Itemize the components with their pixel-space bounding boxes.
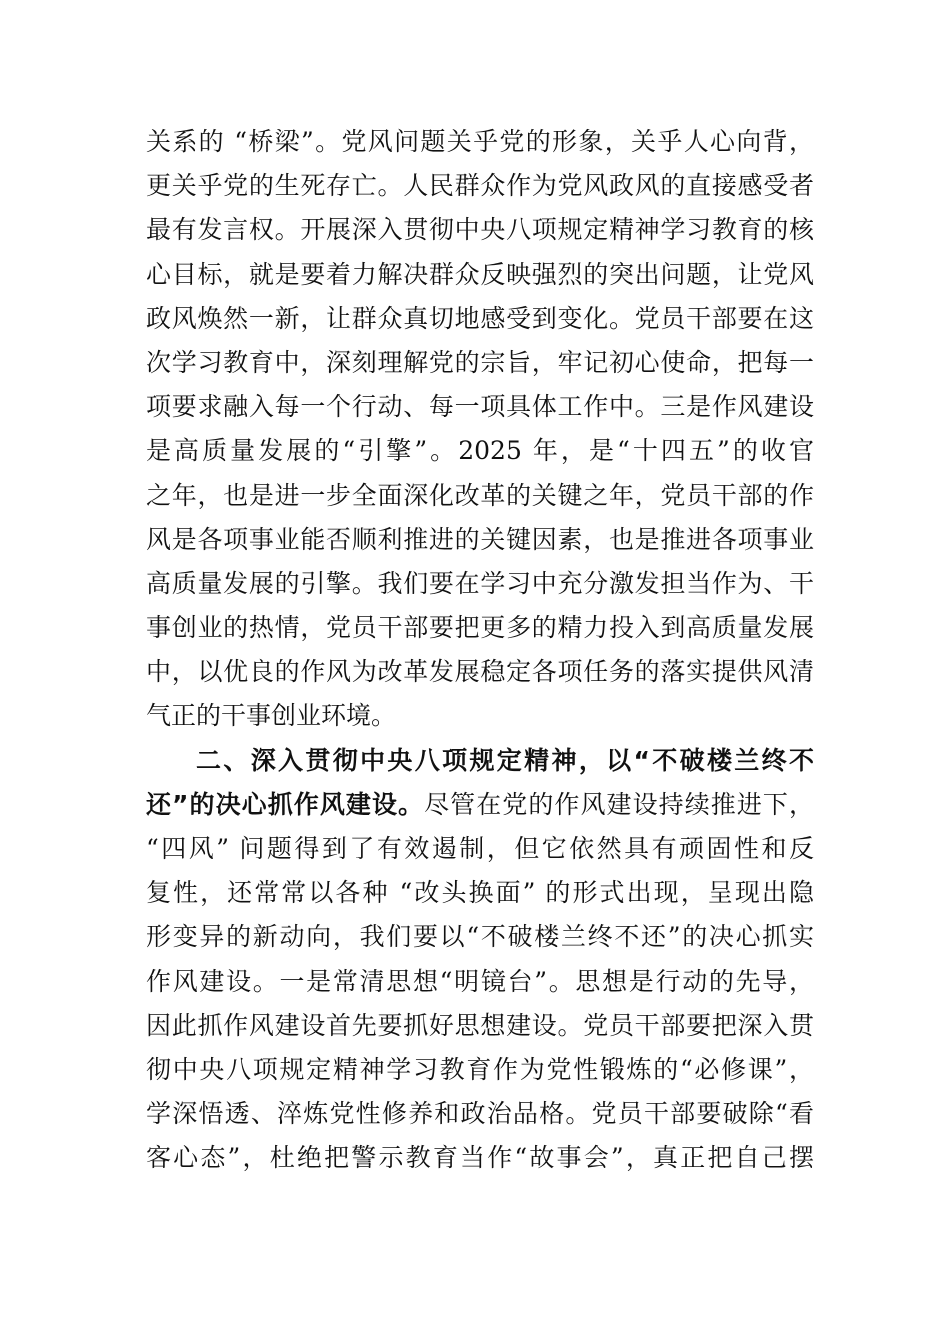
text-line: 之年，也是进一步全面深化改革的关键之年，党员干部的作 [146, 480, 814, 510]
text-line: 政风焕然一新，让群众真切地感受到变化。党员干部要在这 [146, 303, 814, 333]
text-line [146, 783, 814, 827]
text-line: 复性，还常常以各种 “改头换面” 的形式出现，呈现出隐 [146, 878, 814, 908]
text-line: 中，以优良的作风为改革发展稳定各项任务的落实提供风清 [146, 657, 814, 687]
text-line: 客心态”，杜绝把警示教育当作“故事会”，真正把自己摆 [146, 1143, 814, 1173]
text-line: 事创业的热情，党员干部要把更多的精力投入到高质量发展 [146, 613, 814, 643]
text-line: 次学习教育中，深刻理解党的宗旨，牢记初心使命，把每一 [146, 347, 814, 377]
text-line: 风是各项事业能否顺利推进的关键因素，也是推进各项事业 [146, 524, 814, 554]
text-segment: 尽管在党的作风建设持续推进下， [424, 789, 814, 819]
text-line: 彻中央八项规定精神学习教育作为党性锻炼的“必修课”， [146, 1054, 814, 1084]
section-two-paragraph [146, 739, 814, 1181]
document-body [146, 120, 814, 1181]
text-line: “四风” 问题得到了有效遏制，但它依然具有顽固性和反 [146, 834, 814, 863]
section-heading-continued: 还”的决心抓作风建设。 [146, 789, 425, 819]
text-line: 心目标，就是要着力解决群众反映强烈的突出问题，让党风 [146, 259, 814, 289]
section-heading: 二、深入贯彻中央八项规定精神，以“不破楼兰终不 [196, 745, 814, 775]
text-line: 因此抓作风建设首先要抓好思想建设。党员干部要把深入贯 [146, 1010, 814, 1040]
paragraph [146, 120, 814, 739]
text-line: 气正的干事创业环境。 [146, 701, 397, 731]
text-line: 更关乎党的生死存亡。人民群众作为党风政风的直接感受者 [146, 171, 814, 201]
text-line: 是高质量发展的“引擎”。2025 年，是“十四五”的收官 [146, 436, 814, 466]
text-line: 高质量发展的引擎。我们要在学习中充分激发担当作为、干 [146, 568, 814, 598]
text-line: 形变异的新动向，我们要以“不破楼兰终不还”的决心抓实 [146, 922, 814, 952]
text-line: 最有发言权。开展深入贯彻中央八项规定精神学习教育的核 [146, 215, 814, 245]
text-line: 关系的 “桥梁”。党风问题关乎党的形象，关乎人心向背， [146, 127, 814, 156]
text-line: 学深悟透、淬炼党性修养和政治品格。党员干部要破除“看 [146, 1099, 814, 1129]
text-line: 作风建设。一是常清思想“明镜台”。思想是行动的先导， [146, 966, 814, 996]
text-line: 项要求融入每一个行动、每一项具体工作中。三是作风建设 [146, 392, 814, 422]
